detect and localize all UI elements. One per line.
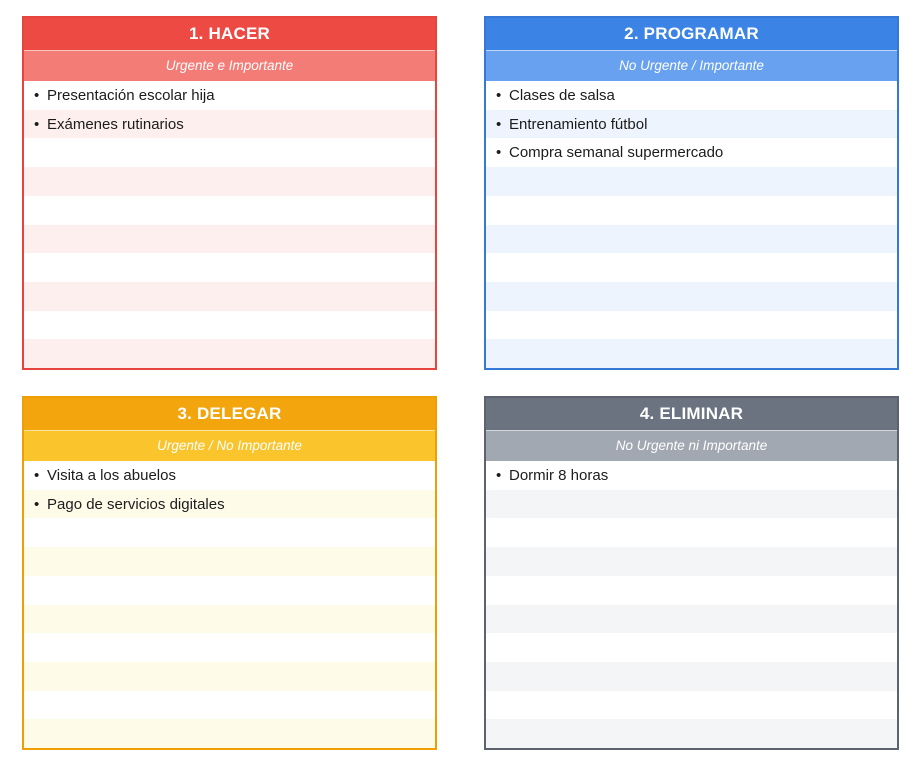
quadrant-eliminar-list [486,461,897,748]
list-item[interactable] [24,282,435,311]
list-item-label: Compra semanal supermercado [509,144,724,162]
list-item[interactable] [24,633,435,662]
list-item[interactable] [486,691,897,720]
quadrant-programar-title: 2. PROGRAMAR [486,18,897,50]
list-item[interactable] [486,490,897,519]
list-item[interactable] [486,518,897,547]
bullet-icon: • [34,115,40,133]
list-item-label: Clases de salsa [509,86,615,104]
quadrant-delegar-title: 3. DELEGAR [24,398,435,430]
quadrant-programar-subtitle: No Urgente / Importante [486,50,897,81]
quadrant-hacer [22,16,437,370]
list-item[interactable] [24,691,435,720]
list-item[interactable] [486,225,897,254]
quadrant-delegar [22,396,437,750]
list-item[interactable] [24,225,435,254]
quadrant-delegar-subtitle: Urgente / No Importante [24,430,435,461]
list-item-label: Exámenes rutinarios [47,115,184,133]
list-item[interactable] [486,605,897,634]
quadrant-eliminar [484,396,899,750]
list-item[interactable] [24,605,435,634]
list-item-label: Presentación escolar hija [47,86,215,104]
list-item[interactable] [486,633,897,662]
list-item[interactable] [24,461,435,490]
eisenhower-matrix [22,16,899,750]
list-item[interactable] [24,576,435,605]
list-item[interactable] [24,490,435,519]
list-item[interactable] [486,662,897,691]
list-item[interactable] [24,110,435,139]
list-item[interactable] [24,81,435,110]
list-item-label: Visita a los abuelos [47,466,176,484]
list-item[interactable] [486,110,897,139]
bullet-icon: • [34,466,40,484]
list-item[interactable] [24,253,435,282]
list-item[interactable] [24,196,435,225]
bullet-icon: • [496,466,502,484]
list-item[interactable] [486,576,897,605]
quadrant-programar-list [486,81,897,368]
list-item[interactable] [486,311,897,340]
list-item[interactable] [486,461,897,490]
quadrant-eliminar-title: 4. ELIMINAR [486,398,897,430]
list-item[interactable] [24,138,435,167]
quadrant-hacer-title: 1. HACER [24,18,435,50]
list-item-label: Entrenamiento fútbol [509,115,648,133]
list-item[interactable] [486,719,897,748]
quadrant-hacer-list [24,81,435,368]
quadrant-programar [484,16,899,370]
list-item[interactable] [486,282,897,311]
list-item[interactable] [24,518,435,547]
list-item-label: Dormir 8 horas [509,466,609,484]
list-item[interactable] [486,167,897,196]
bullet-icon: • [496,115,502,133]
list-item[interactable] [486,253,897,282]
list-item[interactable] [24,719,435,748]
bullet-icon: • [34,86,40,104]
list-item[interactable] [24,311,435,340]
list-item[interactable] [24,547,435,576]
list-item-label: Pago de servicios digitales [47,495,225,513]
list-item[interactable] [486,547,897,576]
list-item[interactable] [486,81,897,110]
list-item[interactable] [24,662,435,691]
list-item[interactable] [486,339,897,368]
bullet-icon: • [34,495,40,513]
quadrant-eliminar-subtitle: No Urgente ni Importante [486,430,897,461]
list-item[interactable] [24,167,435,196]
list-item[interactable] [486,196,897,225]
quadrant-delegar-list [24,461,435,748]
bullet-icon: • [496,144,502,162]
list-item[interactable] [24,339,435,368]
bullet-icon: • [496,86,502,104]
list-item[interactable] [486,138,897,167]
quadrant-hacer-subtitle: Urgente e Importante [24,50,435,81]
